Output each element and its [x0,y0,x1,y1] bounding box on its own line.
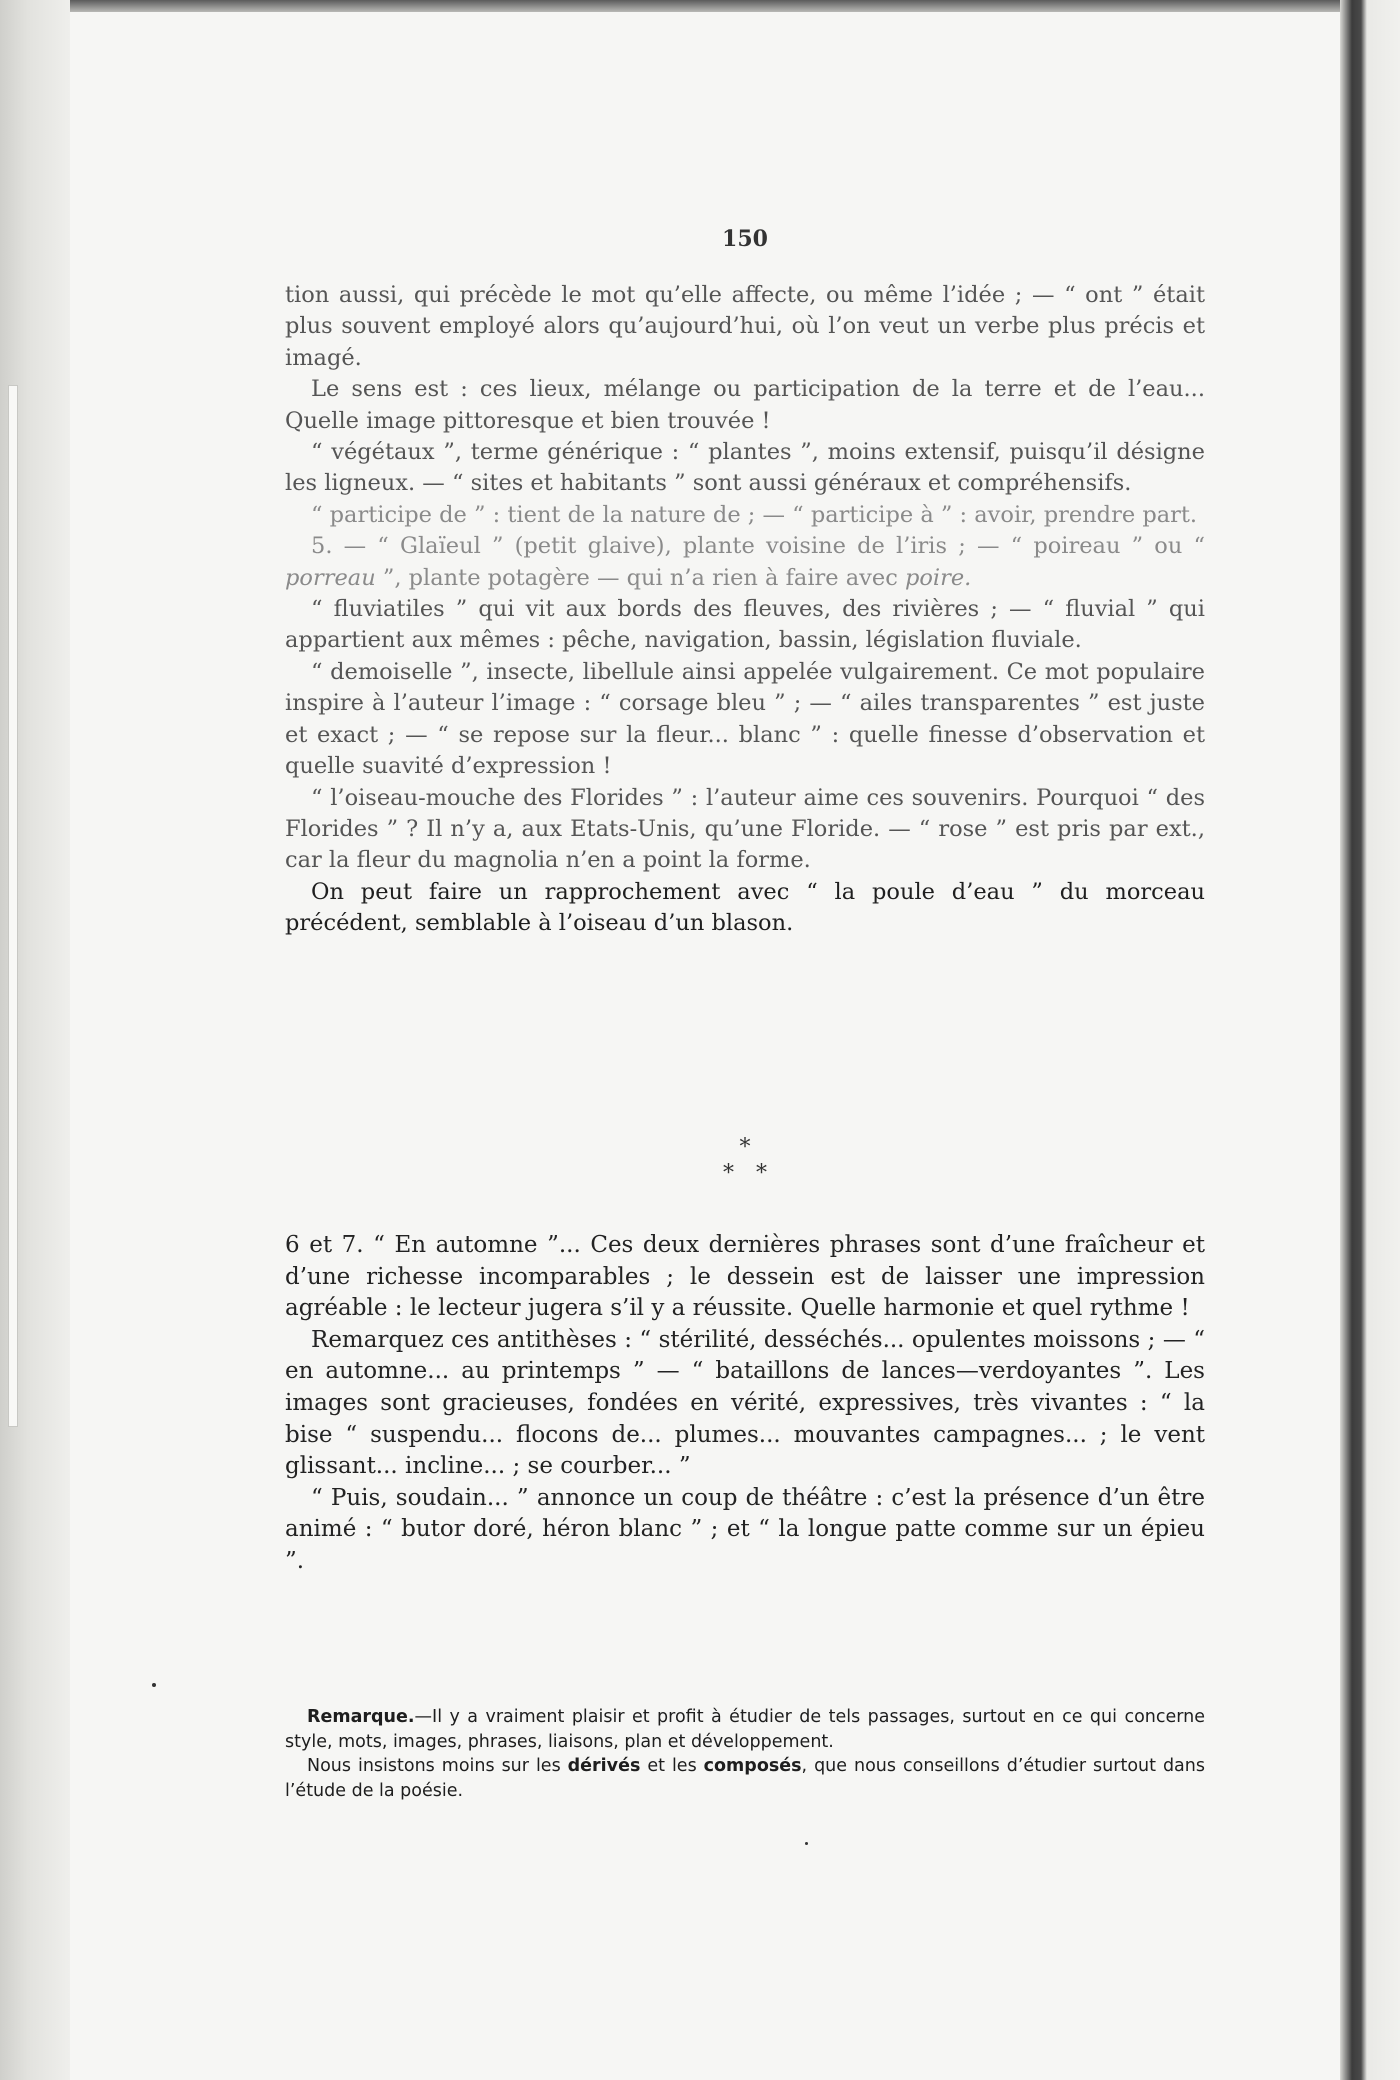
paragraph: On peut faire un rapprochement avec “ la poule d’eau ” du morceau précédent, semblable à l’oiseau d’un blason. [285,878,1205,937]
remark-label: Remarque. [307,1707,415,1727]
text-run: , que nous conseillons d’étudier surtout dans l’étude de la poésie. [285,1756,1205,1801]
text-run: et les [640,1756,704,1776]
asterism-top: * [739,1135,751,1160]
paragraph: tion aussi, qui précède le mot qu’elle affecte, ou même l’idée ; — “ ont ” était plus souvent employé alors qu’aujourd’hui, où l’on veut un verbe plus précis et imagé. [285,282,1205,371]
scan-speck [152,1683,156,1687]
asterism-bottom: ** [723,1161,789,1186]
paragraph: 6 et 7. “ En automne ”... Ces deux dernières phrases sont d’une fraîcheur et d’une richesse incomparables ; le dessein est de laisser une impression agréable : le lecteur jugera s’il y a réussite. Quelle harmonie et quel rythme ! [285,1232,1205,1322]
text-run: —Il y a vraiment plaisir et profit à étudier de tels passages, surtout en ce qui concerne style, mots, images, phrases, liaisons, plan et développement. [285,1707,1205,1752]
paragraph: “ Puis, soudain... ” annonce un coup de théâtre : c’est la présence d’un être animé : “ butor doré, héron blanc ” ; et “ la longue patte comme sur un épieu ”. [285,1484,1205,1574]
paragraph: Le sens est : ces lieux, mélange ou participation de la terre et de l’eau... Quelle image pittoresque et bien trouvée ! [285,376,1205,434]
remark-paragraph-2 [285,1754,1205,1803]
scan-speck [805,1842,808,1845]
page-edge-strip [8,385,18,1427]
paragraph: Remarquez ces antithèses : “ stérilité, desséchés... opulentes moissons ; — “ en automne... au printemps ” — “ bataillons de lances—verdoyantes ”. Les images sont gracieuses, fondées en vérité, expressives, très vivantes : “ la bise “ suspendu... flocons de... plumes... mouvantes campagnes... ; le vent glissant... incline... ; se courber... ” [285,1326,1205,1480]
paragraph: “ l’oiseau-mouche des Florides ” : l’auteur aime ces souvenirs. Pourquoi “ des Florides ” ? Il n’y a, aux Etats-Unis, qu’une Floride. — “ rose ” est pris par ext., car la fleur du magnolia n’en a point la forme. [285,784,1205,874]
italic-word: poire. [904,564,972,591]
paragraph-5 [285,531,1205,594]
paragraph: “ demoiselle ”, insecte, libellule ainsi appelée vulgairement. Ce mot populaire inspire à l’auteur l’image : “ corsage bleu ” ; — “ ailes transparentes ” est juste et exact ; — “ se repose sur la fleur... blanc ” : quelle finesse d’observation et quelle suavité d’expression ! [285,658,1205,780]
paragraph: “ fluviatiles ” qui vit aux bords des fleuves, des rivières ; — “ fluvial ” qui appartient aux mêmes : pêche, navigation, bassin, législation fluviale. [285,596,1205,654]
remark-note [285,1705,1205,1803]
bold-term: composés [703,1756,802,1776]
italic-word: porreau [285,564,376,591]
text-run: 5. — “ Glaïeul ” (petit glaive), plante voisine de l’iris ; — “ poireau ” ou “ [311,533,1205,560]
text-run: ”, plante potagère — qui n’a rien à faire avec [375,564,905,591]
commentary-section-2 [285,1230,1205,1578]
paragraph: “ végétaux ”, terme générique : “ plantes ”, moins extensif, puisqu’il désigne les ligneux. — “ sites et habitants ” sont aussi généraux et compréhensifs. [285,439,1205,497]
bold-term: dérivés [567,1756,641,1776]
text-run: Nous insistons moins sur les [307,1756,568,1776]
page-number: 150 [722,226,768,252]
paragraph: “ participe de ” : tient de la nature de ; — “ participe à ” : avoir, prendre part. [311,501,1198,528]
scan-right-margin [1340,0,1400,2080]
section-separator-asterism [285,1135,1205,1187]
remark-paragraph-1 [285,1705,1205,1754]
commentary-section-1 [285,280,1205,940]
book-page [285,0,1205,2080]
